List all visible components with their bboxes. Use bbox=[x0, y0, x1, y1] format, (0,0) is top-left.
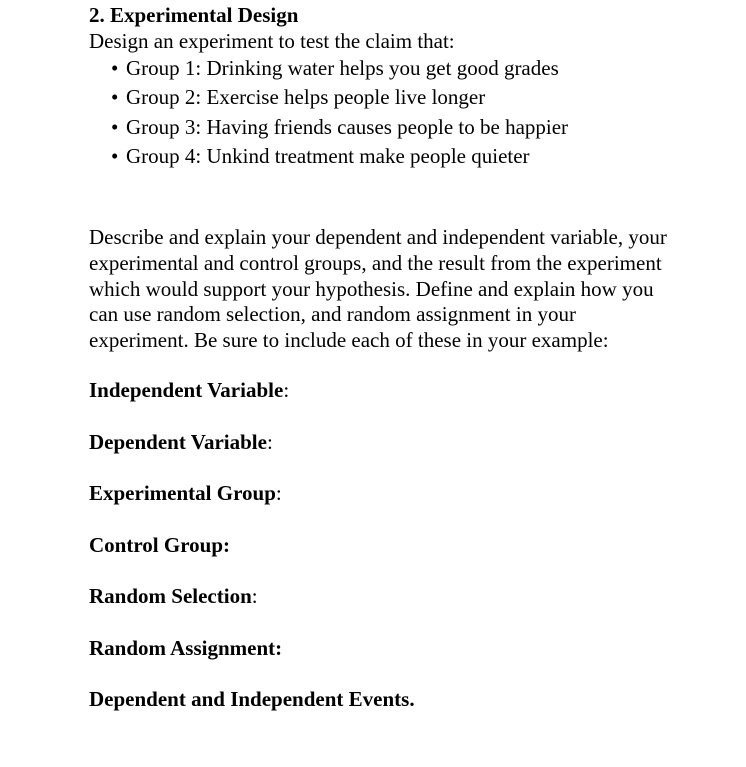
field-label: Experimental Group bbox=[89, 481, 276, 506]
bullet-icon: • bbox=[111, 144, 119, 169]
field-random-assignment bbox=[89, 636, 729, 688]
field-label: Random Assignment: bbox=[89, 635, 283, 660]
document-page bbox=[89, 3, 729, 739]
field-label: Random Selection bbox=[89, 584, 252, 609]
field-control-group bbox=[89, 533, 729, 585]
group-text: Group 1: Drinking water helps you get good grades bbox=[126, 56, 559, 81]
group-text: Group 4: Unkind treatment make people quieter bbox=[126, 144, 530, 169]
bullet-icon: • bbox=[111, 85, 119, 110]
field-list bbox=[89, 378, 729, 739]
field-suffix: : bbox=[283, 378, 290, 403]
section-intro: Design an experiment to test the claim that: bbox=[89, 28, 455, 53]
group-text: Group 2: Exercise helps people live longer bbox=[126, 85, 486, 110]
field-experimental-group bbox=[89, 481, 729, 533]
field-label: Dependent Variable bbox=[89, 429, 267, 454]
field-dependent-variable bbox=[89, 430, 729, 482]
list-item bbox=[89, 54, 729, 83]
field-suffix: : bbox=[275, 481, 282, 506]
field-independent-variable bbox=[89, 378, 729, 430]
field-label: Control Group: bbox=[89, 532, 230, 557]
group-list bbox=[89, 54, 729, 171]
list-item bbox=[89, 142, 729, 171]
list-item bbox=[89, 113, 729, 142]
field-label: Independent Variable bbox=[89, 378, 284, 403]
list-item bbox=[89, 83, 729, 112]
bullet-icon: • bbox=[111, 56, 119, 81]
field-random-selection bbox=[89, 584, 729, 636]
instructions-paragraph: Describe and explain your dependent and independent variable, your experimental and control groups, and the result from the experiment which would support your hypothesis. Define and explain how you can use random selection, and random assignment in your experiment. Be sure to include each of these in your example: bbox=[89, 225, 667, 352]
section-heading: 2. Experimental Design bbox=[89, 3, 299, 27]
field-label: Dependent and Independent Events. bbox=[89, 687, 415, 712]
field-suffix: : bbox=[266, 429, 273, 454]
bullet-icon: • bbox=[111, 114, 119, 139]
field-suffix: : bbox=[251, 584, 258, 609]
group-text: Group 3: Having friends causes people to be happier bbox=[126, 114, 569, 139]
field-dependent-independent-events bbox=[89, 687, 729, 739]
